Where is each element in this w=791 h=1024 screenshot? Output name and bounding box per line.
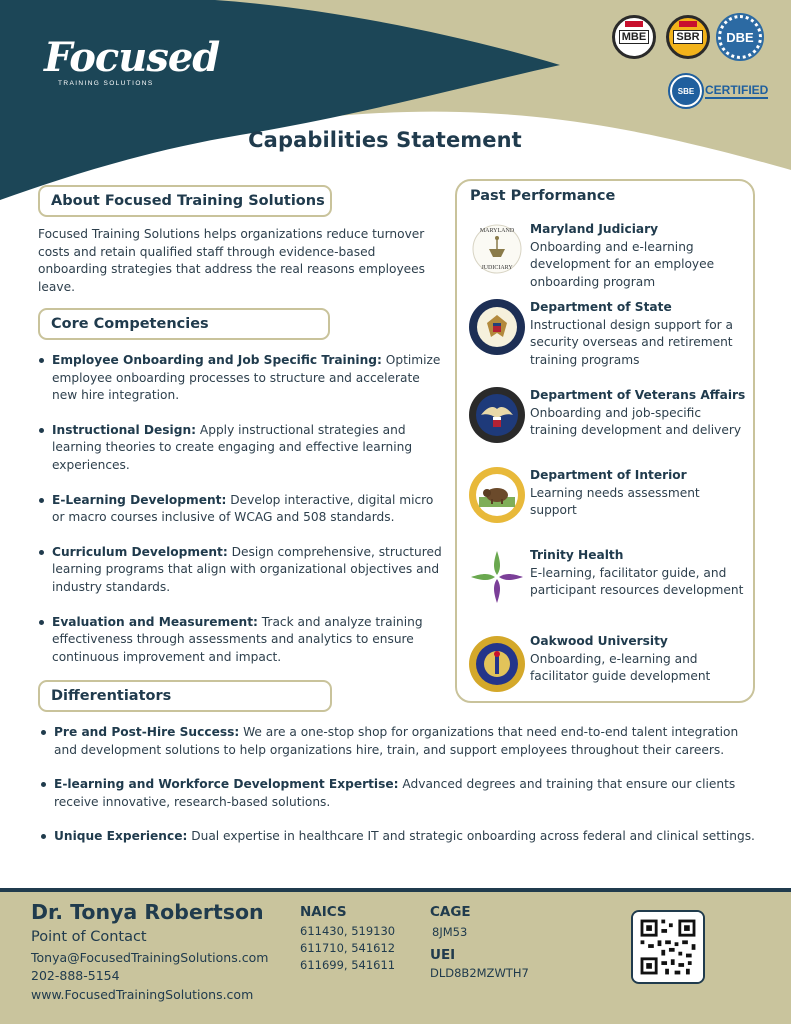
cage-code: 8JM53 (432, 925, 468, 939)
department-of-state-seal-icon (467, 297, 527, 357)
past-performance-text (530, 221, 750, 291)
logo-wordmark: Focused (44, 34, 220, 81)
company-logo (44, 34, 220, 87)
org-name: Trinity Health (530, 548, 624, 562)
veterans-affairs-seal-icon (467, 385, 527, 445)
uei-code: DLD8B2MZWTH7 (430, 966, 529, 980)
org-description: Instructional design support for a security overseas and retirement training programs (530, 317, 734, 367)
item-title: Employee Onboarding and Job Specific Training: (52, 353, 382, 367)
past-performance-item (457, 385, 753, 465)
seal-top-text: MARYLAND (479, 228, 515, 234)
item-text: Design comprehensive, structured learning programs that align with organizational objectives and industry standards. (52, 544, 442, 594)
uei-label: UEI (430, 947, 456, 963)
past-performance-heading: Past Performance (470, 188, 616, 204)
item-title: Instructional Design: (52, 422, 196, 437)
cage-label: CAGE (430, 904, 471, 920)
contact-role: Point of Contact (31, 929, 147, 945)
org-name: Oakwood University (530, 634, 668, 648)
contact-phone[interactable]: 202-888-5154 (31, 968, 120, 983)
list-item (40, 828, 760, 846)
item-text: We are a one-stop shop for organizations that need end-to-end talent integration and development solutions to help organizations hire, train, and support employees throughout their careers. (54, 725, 739, 757)
item-text: Optimize employee onboarding processes to structure and accelerate new hire integration. (52, 353, 441, 403)
contact-website[interactable]: www.FocusedTrainingSolutions.com (31, 987, 254, 1002)
contact-email[interactable]: Tonya@FocusedTrainingSolutions.com (31, 950, 269, 965)
item-title: E-Learning Development: (52, 492, 227, 507)
past-performance-item (457, 297, 753, 377)
differentiators-list (40, 724, 760, 846)
seal-bottom-text: JUDICIARY (481, 265, 513, 271)
past-performance-item (457, 465, 753, 545)
org-description: Onboarding, e-learning and facilitator guide development (530, 651, 711, 684)
item-text: Develop interactive, digital micro or macro courses inclusive of WCAG and 508 standards. (52, 492, 434, 525)
org-name: Department of Interior (530, 468, 687, 482)
about-text: Focused Training Solutions helps organizations reduce turnover costs and retain qualified staff through evidence-based onboarding strategies that address the real reasons employees leave. (38, 227, 426, 294)
naics-line: 611430, 519130 (300, 924, 396, 938)
mbe-badge (612, 15, 656, 59)
list-item (40, 724, 760, 759)
list-item (38, 352, 448, 405)
sbe-label: SBE (670, 75, 702, 107)
contact-footer (0, 888, 791, 1024)
past-performance-item (457, 545, 753, 625)
certification-badges (612, 15, 772, 115)
page-title: Capabilities Statement (248, 128, 522, 152)
logo-tagline: TRAINING SOLUTIONS (58, 80, 154, 87)
org-description: Onboarding and e-learning development for an employee onboarding program (530, 239, 715, 289)
contact-name: Dr. Tonya Robertson (31, 900, 264, 924)
qr-code-icon[interactable] (631, 910, 705, 984)
item-title: Pre and Post-Hire Success: (54, 725, 240, 739)
differentiators-heading: Differentiators (38, 680, 332, 712)
dbe-label: DBE (726, 29, 754, 45)
item-title: Curriculum Development: (52, 544, 228, 559)
org-description: Learning needs assessment support (530, 485, 700, 518)
sbe-certified-badge (670, 75, 768, 107)
item-text: Apply instructional strategies and learning theories to create engaging and effective learning experiences. (52, 422, 413, 472)
past-performance-text (530, 387, 750, 440)
maryland-flag-icon (679, 21, 697, 27)
item-title: Evaluation and Measurement: (52, 614, 258, 629)
list-item (38, 544, 448, 597)
past-performance-item (457, 219, 753, 299)
list-item (38, 422, 448, 475)
org-name: Department of Veterans Affairs (530, 388, 746, 402)
item-title: E-learning and Workforce Development Expertise: (54, 777, 399, 792)
past-performance-text (530, 299, 750, 369)
org-name: Department of State (530, 300, 672, 314)
list-item (40, 776, 760, 811)
oakwood-university-seal-icon (467, 634, 527, 694)
about-heading: About Focused Training Solutions (38, 185, 332, 217)
maryland-judiciary-seal-icon (467, 219, 527, 279)
maryland-flag-icon (625, 21, 643, 27)
dbe-badge (718, 15, 762, 59)
core-competencies-list (38, 352, 448, 666)
naics-codes (300, 923, 395, 974)
trinity-health-logo-icon (467, 547, 527, 607)
past-performance-panel (455, 179, 755, 703)
list-item (38, 614, 448, 667)
list-item (38, 492, 448, 527)
item-text: Track and analyze training effectiveness through assessments and analytics to ensure continuous improvement and impact. (52, 614, 423, 664)
org-description: Onboarding and job-specific training development and delivery (530, 405, 742, 438)
core-competencies-heading: Core Competencies (38, 308, 330, 340)
naics-label: NAICS (300, 904, 347, 920)
past-performance-text (530, 547, 750, 600)
sbe-certified-label: CERTIFIED (705, 83, 769, 97)
past-performance-item (457, 634, 753, 714)
department-of-interior-seal-icon (467, 465, 527, 525)
mbe-label: MBE (619, 30, 649, 44)
naics-line: 611699, 541611 (300, 958, 396, 972)
past-performance-text (530, 467, 750, 520)
item-title: Unique Experience: (54, 829, 188, 844)
item-text: Dual expertise in healthcare IT and strategic onboarding across federal and clinical settings. (187, 829, 755, 844)
item-text: Advanced degrees and training that ensure our clients receive innovative, research-based solutions. (54, 777, 736, 809)
sbr-label: SBR (673, 30, 702, 44)
sbr-badge (666, 15, 710, 59)
naics-line: 611710, 541612 (300, 941, 396, 955)
org-name: Maryland Judiciary (530, 222, 659, 236)
past-performance-text (530, 633, 750, 686)
org-description: E-learning, facilitator guide, and participant resources development (530, 565, 744, 598)
